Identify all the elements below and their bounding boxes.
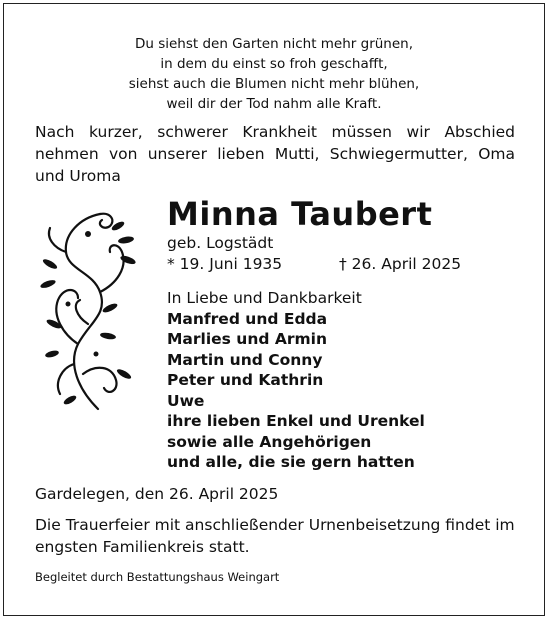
mourners-heading: In Liebe und Dankbarkeit: [167, 289, 362, 307]
funeral-notice: Die Trauerfeier mit anschließender Urnenbeisetzung findet im engsten Familienkreis statt.: [35, 516, 515, 556]
mourner-name: Peter und Kathrin: [167, 371, 324, 389]
funeral-home-credit: Begleitet durch Bestattungshaus Weingart: [35, 570, 280, 584]
mourner-name: Manfred und Edda: [167, 309, 328, 328]
mourner-name: ihre lieben Enkel und Urenkel: [167, 412, 425, 430]
poem-line: siehst auch die Blumen nicht mehr blühen,: [128, 76, 420, 92]
place-date: Gardelegen, den 26. April 2025: [35, 485, 279, 503]
mourners-list: [167, 288, 425, 473]
birth-date: * 19. Juni 1935: [167, 255, 283, 273]
mourner-name: Marlies und Armin: [167, 330, 327, 348]
poem-line: weil dir der Tod nahm alle Kraft.: [166, 96, 382, 112]
mourner-name: Martin und Conny: [167, 350, 323, 369]
life-dates: [167, 254, 487, 274]
birth-name: geb. Logstädt: [167, 234, 274, 252]
mourner-name: Uwe: [167, 391, 205, 410]
deceased-name: Minna Taubert: [167, 195, 433, 233]
mourner-name: sowie alle Angehörigen: [167, 432, 372, 451]
death-date: † 26. April 2025: [339, 255, 462, 273]
poem-line: in dem du einst so froh geschafft,: [160, 56, 388, 72]
poem: [4, 34, 544, 114]
floral-vine-icon: [38, 204, 138, 414]
mourner-name: und alle, die sie gern hatten: [167, 453, 415, 471]
poem-line: Du siehst den Garten nicht mehr grünen,: [134, 36, 414, 52]
intro-text: Nach kurzer, schwerer Krankheit müssen wir Abschied nehmen von unserer lieben Mutti, Schwiegermutter, Oma und Uroma: [35, 123, 515, 185]
obituary-card: [3, 3, 545, 616]
